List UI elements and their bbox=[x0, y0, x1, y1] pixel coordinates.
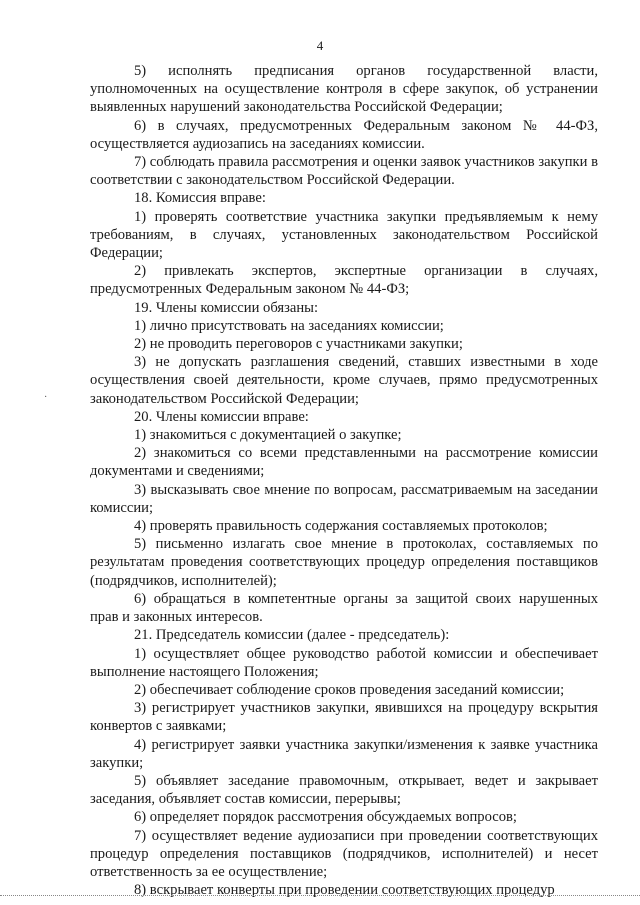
section-heading: 21. Председатель комиссии (далее - председатель): bbox=[134, 627, 450, 644]
section-heading: 18. Комиссия вправе: bbox=[134, 190, 266, 207]
section-heading: 20. Члены комиссии вправе: bbox=[134, 408, 309, 425]
paragraph: 5) письменно излагать свое мнение в протоколах, составляемых по результатам проведения соответствующих процедур определения поставщиков (подрядчиков, исполнителей); bbox=[90, 536, 598, 589]
paragraph: 5) объявляет заседание правомочным, открывает, ведет и закрывает заседания, объявляет состав комиссии, перерывы; bbox=[90, 772, 598, 808]
paragraph: 8) вскрывает конверты при проведении соответствующих процедур bbox=[134, 882, 555, 899]
paragraph: 2) привлекать экспертов, экспертные организации в случаях, предусмотренных Федеральным законом № 44-ФЗ; bbox=[90, 263, 598, 298]
paragraph: 7) соблюдать правила рассмотрения и оценки заявок участников закупки в соответствии с законодательством Российской Федерации. bbox=[90, 154, 598, 189]
paragraph: 1) осуществляет общее руководство работой комиссии и обеспечивает выполнение настоящего Положения; bbox=[90, 645, 598, 680]
paragraph: 5) исполнять предписания органов государственной власти, уполномоченных на осуществление контроля в сфере закупок, об устранении выявленных нарушений законодательства Российской Федерации; bbox=[90, 63, 598, 116]
paragraph: 7) осуществляет ведение аудиозаписи при проведении соответствующих процедур определения поставщиков (подрядчиков, исполнителей) и несет ответственность за ее осуществление; bbox=[90, 827, 598, 880]
section-heading: 19. Члены комиссии обязаны: bbox=[134, 299, 319, 316]
margin-mark: · bbox=[44, 392, 48, 403]
scan-edge-line bbox=[0, 895, 640, 896]
paragraph: 1) знакомиться с документацией о закупке; bbox=[134, 427, 402, 444]
document-body bbox=[90, 62, 598, 899]
paragraph: 3) регистрирует участников закупки, явившихся на процедуру вскрытия конвертов с заявками; bbox=[90, 700, 598, 735]
paragraph: 2) обеспечивает соблюдение сроков проведения заседаний комиссии; bbox=[134, 681, 565, 698]
paragraph: 3) высказывать свое мнение по вопросам, рассматриваемым на заседании комиссии; bbox=[90, 481, 598, 516]
paragraph: 4) проверять правильность содержания составляемых протоколов; bbox=[134, 518, 548, 535]
paragraph: 6) обращаться в компетентные органы за защитой своих нарушенных прав и законных интересов. bbox=[90, 590, 598, 626]
page-number: 4 bbox=[316, 38, 324, 53]
paragraph: 2) не проводить переговоров с участниками закупки; bbox=[134, 336, 463, 353]
paragraph: 4) регистрирует заявки участника закупки/изменения к заявке участника закупки; bbox=[90, 736, 598, 771]
paragraph: 6) определяет порядок рассмотрения обсуждаемых вопросов; bbox=[134, 809, 517, 826]
paragraph: 2) знакомиться со всеми представленными на рассмотрение комиссии документами и сведениями; bbox=[90, 445, 598, 480]
paragraph: 1) лично присутствовать на заседаниях комиссии; bbox=[134, 317, 444, 334]
paragraph: 1) проверять соответствие участника закупки предъявляемым к нему требованиям, в случаях, установленных законодательством Российской Федерации; bbox=[90, 208, 598, 262]
paragraph: 3) не допускать разглашения сведений, ставших известными в ходе осуществления своей деятельности, кроме случаев, прямо предусмотренных законодательством Российской Федерации; bbox=[90, 354, 598, 407]
paragraph: 6) в случаях, предусмотренных Федеральным законом № 44-ФЗ, осуществляется аудиозапись на заседаниях комиссии. bbox=[90, 117, 598, 152]
